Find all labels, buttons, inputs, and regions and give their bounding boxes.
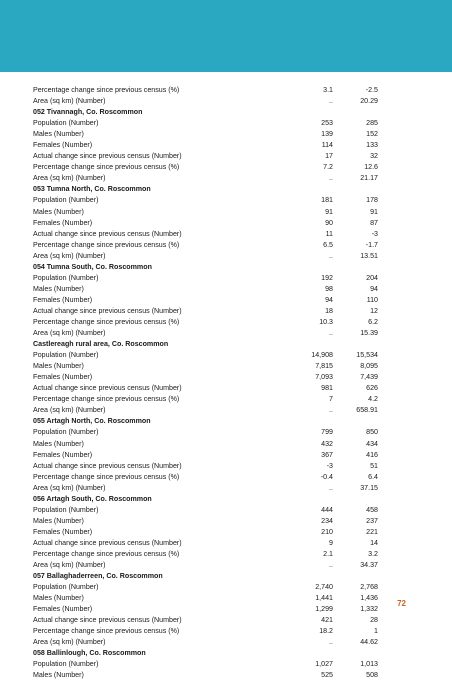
- value-2016: -1.7: [365, 240, 378, 249]
- section-heading-label: 056 Artagh South, Co. Roscommon: [33, 494, 152, 503]
- row-label: Actual change since previous census (Number): [33, 461, 182, 470]
- row-label: Females (Number): [33, 373, 93, 382]
- section-heading-label: 055 Artagh North, Co. Roscommon: [33, 417, 151, 426]
- header-band: [0, 0, 452, 72]
- value-2011: 444: [321, 505, 333, 514]
- table-row: [33, 582, 378, 593]
- row-label: Males (Number): [33, 439, 84, 448]
- table-row: [33, 505, 378, 516]
- value-2016: 458: [366, 505, 378, 514]
- value-2011: 981: [321, 384, 333, 393]
- table-row: [33, 637, 378, 648]
- value-2011: 10.3: [319, 317, 333, 326]
- row-label: Population (Number): [33, 660, 99, 669]
- value-2016: 237: [366, 516, 378, 525]
- row-label: Area (sq km) (Number): [33, 97, 106, 106]
- value-2016: 44.62: [360, 638, 378, 647]
- value-2011: 114: [321, 141, 333, 150]
- table-row: [33, 361, 378, 372]
- value-2016: 285: [366, 119, 378, 128]
- value-2016: 204: [366, 273, 378, 282]
- value-2016: 21.17: [360, 174, 378, 183]
- section-heading-label: 058 Ballinlough, Co. Roscommon: [33, 649, 146, 658]
- row-label: Area (sq km) (Number): [33, 483, 106, 492]
- value-2016: 12.6: [364, 163, 378, 172]
- table-row: [33, 670, 378, 681]
- row-label: Males (Number): [33, 130, 84, 139]
- value-2011: ..: [329, 174, 333, 183]
- value-2011: 7,093: [315, 373, 333, 382]
- table-row: [33, 295, 378, 306]
- section-heading-label: Castlereagh rural area, Co. Roscommon: [33, 340, 169, 349]
- row-label: Males (Number): [33, 671, 84, 680]
- row-label: Females (Number): [33, 527, 93, 536]
- value-2011: 253: [321, 119, 333, 128]
- table-row: [33, 483, 378, 494]
- table-row: [33, 439, 378, 450]
- table-row: [33, 129, 378, 140]
- table-row: [33, 328, 378, 339]
- row-label: Actual change since previous census (Number): [33, 616, 182, 625]
- value-2011: ..: [329, 483, 333, 492]
- section-heading-label: 052 Tivannagh, Co. Roscommon: [33, 108, 143, 117]
- table-row: [33, 251, 378, 262]
- value-2011: 192: [321, 273, 333, 282]
- row-label: Area (sq km) (Number): [33, 174, 106, 183]
- value-2016: 34.37: [360, 561, 378, 570]
- value-2016: 32: [370, 152, 378, 161]
- row-label: Percentage change since previous census (%): [33, 472, 180, 481]
- table-row: [33, 372, 378, 383]
- value-2011: 525: [321, 671, 333, 680]
- row-label: Males (Number): [33, 362, 84, 371]
- table-row: [33, 427, 378, 438]
- table-row: [33, 273, 378, 284]
- table-row: [33, 284, 378, 295]
- value-2011: 91: [325, 207, 333, 216]
- value-2016: 91: [370, 207, 378, 216]
- row-label: Percentage change since previous census (%): [33, 163, 180, 172]
- value-2016: 51: [370, 461, 378, 470]
- row-label: Females (Number): [33, 605, 93, 614]
- table-row: [33, 405, 378, 416]
- value-2016: 1,436: [360, 594, 378, 603]
- value-2011: 6.5: [323, 240, 333, 249]
- value-2016: 2,768: [360, 583, 378, 592]
- value-2016: -2.5: [365, 86, 378, 94]
- row-label: Percentage change since previous census (%): [33, 627, 180, 636]
- table-row: [33, 350, 378, 361]
- table-row: [33, 560, 378, 571]
- value-2011: 18.2: [319, 627, 333, 636]
- value-2016: 6.4: [368, 472, 378, 481]
- table-row: [33, 527, 378, 538]
- table-row: [33, 306, 378, 317]
- value-2011: 98: [325, 284, 333, 293]
- row-label: Percentage change since previous census (%): [33, 395, 180, 404]
- value-2016: 152: [366, 130, 378, 139]
- section-heading-label: 053 Tumna North, Co. Roscommon: [33, 185, 151, 194]
- row-label: Females (Number): [33, 450, 93, 459]
- row-label: Area (sq km) (Number): [33, 638, 106, 647]
- table-row: [33, 96, 378, 107]
- row-label: Population (Number): [33, 119, 99, 128]
- value-2016: 626: [366, 384, 378, 393]
- row-label: Population (Number): [33, 505, 99, 514]
- value-2011: 799: [321, 428, 333, 437]
- row-label: Percentage change since previous census (%): [33, 240, 180, 249]
- table-row: [33, 195, 378, 206]
- table-row: [33, 516, 378, 527]
- table-row: [33, 659, 378, 670]
- table-row: [33, 140, 378, 151]
- value-2011: 2,740: [315, 583, 333, 592]
- row-label: Percentage change since previous census (%): [33, 317, 180, 326]
- value-2016: 20.29: [360, 97, 378, 106]
- value-2016: 94: [370, 284, 378, 293]
- row-label: Females (Number): [33, 295, 93, 304]
- value-2016: 133: [366, 141, 378, 150]
- value-2011: 1,299: [315, 605, 333, 614]
- value-2016: 37.15: [360, 483, 378, 492]
- value-2011: 432: [321, 439, 333, 448]
- table-row: [33, 173, 378, 184]
- value-2016: 416: [366, 450, 378, 459]
- value-2011: 94: [325, 295, 333, 304]
- value-2016: 28: [370, 616, 378, 625]
- table-row: [33, 604, 378, 615]
- table-row: [33, 218, 378, 229]
- row-label: Males (Number): [33, 207, 84, 216]
- row-label: Actual change since previous census (Number): [33, 229, 182, 238]
- value-2011: 7,815: [315, 362, 333, 371]
- value-2016: 1,332: [360, 605, 378, 614]
- row-label: Females (Number): [33, 141, 93, 150]
- value-2011: -3: [326, 461, 333, 470]
- table-row: [33, 240, 378, 251]
- value-2016: 87: [370, 218, 378, 227]
- row-label: Males (Number): [33, 594, 84, 603]
- value-2011: ..: [329, 561, 333, 570]
- value-2011: ..: [329, 329, 333, 338]
- value-2016: 178: [366, 196, 378, 205]
- table-row: [33, 450, 378, 461]
- value-2016: 6.2: [368, 317, 378, 326]
- table-row: [33, 626, 378, 637]
- value-2016: 3.2: [368, 549, 378, 558]
- value-2016: 850: [366, 428, 378, 437]
- row-label: Population (Number): [33, 583, 99, 592]
- value-2016: 12: [370, 306, 378, 315]
- value-2016: 14: [370, 538, 378, 547]
- row-label: Males (Number): [33, 516, 84, 525]
- value-2011: 234: [321, 516, 333, 525]
- value-2016: -3: [371, 229, 378, 238]
- row-label: Area (sq km) (Number): [33, 329, 106, 338]
- row-label: Population (Number): [33, 273, 99, 282]
- section-heading-label: 057 Ballaghaderreen, Co. Roscommon: [33, 572, 163, 581]
- value-2011: 9: [329, 538, 333, 547]
- value-2016: 508: [366, 671, 378, 680]
- row-label: Population (Number): [33, 196, 99, 205]
- value-2016: 8,095: [360, 362, 378, 371]
- table-row: [33, 162, 378, 173]
- row-label: Males (Number): [33, 284, 84, 293]
- row-label: Percentage change since previous census (%): [33, 86, 180, 94]
- value-2016: 110: [366, 295, 378, 304]
- table-row: [33, 85, 378, 96]
- census-table: [33, 85, 378, 682]
- row-label: Population (Number): [33, 428, 99, 437]
- row-label: Females (Number): [33, 218, 93, 227]
- section-heading: [33, 184, 378, 195]
- value-2011: 139: [321, 130, 333, 139]
- value-2016: 15,534: [356, 351, 378, 360]
- value-2011: 11: [325, 229, 333, 238]
- value-2011: 1,027: [315, 660, 333, 669]
- value-2011: 3.1: [323, 86, 333, 94]
- row-label: Actual change since previous census (Number): [33, 538, 182, 547]
- value-2011: 90: [325, 218, 333, 227]
- row-label: Area (sq km) (Number): [33, 561, 106, 570]
- section-heading: [33, 416, 378, 427]
- value-2016: 658.91: [356, 406, 378, 415]
- row-label: Actual change since previous census (Number): [33, 384, 182, 393]
- row-label: Actual change since previous census (Number): [33, 152, 182, 161]
- table-row: [33, 229, 378, 240]
- value-2016: 4.2: [368, 395, 378, 404]
- value-2016: 1,013: [360, 660, 378, 669]
- table-row: [33, 317, 378, 328]
- value-2011: 17: [325, 152, 333, 161]
- row-label: Population (Number): [33, 351, 99, 360]
- row-label: Area (sq km) (Number): [33, 251, 106, 260]
- table-row: [33, 615, 378, 626]
- section-heading: [33, 339, 378, 350]
- table-row: [33, 549, 378, 560]
- section-heading: [33, 648, 378, 659]
- value-2011: 210: [321, 527, 333, 536]
- value-2011: 7.2: [323, 163, 333, 172]
- value-2011: -0.4: [320, 472, 333, 481]
- section-heading: [33, 107, 378, 118]
- table-row: [33, 383, 378, 394]
- section-heading: [33, 571, 378, 582]
- table-row: [33, 207, 378, 218]
- value-2011: ..: [329, 251, 333, 260]
- value-2011: 7: [329, 395, 333, 404]
- section-heading-label: 054 Tumna South, Co. Roscommon: [33, 262, 152, 271]
- table-row: [33, 151, 378, 162]
- value-2016: 15.39: [360, 329, 378, 338]
- table-row: [33, 538, 378, 549]
- table-row: [33, 118, 378, 129]
- value-2011: 14,908: [311, 351, 333, 360]
- section-heading: [33, 494, 378, 505]
- value-2011: 181: [321, 196, 333, 205]
- value-2011: 18: [325, 306, 333, 315]
- page-number: 72: [397, 599, 406, 608]
- value-2016: 1: [374, 627, 378, 636]
- value-2011: 367: [321, 450, 333, 459]
- value-2011: 2.1: [323, 549, 333, 558]
- value-2016: 13.51: [360, 251, 378, 260]
- value-2011: ..: [329, 97, 333, 106]
- table-row: [33, 593, 378, 604]
- row-label: Area (sq km) (Number): [33, 406, 106, 415]
- value-2011: ..: [329, 406, 333, 415]
- value-2011: ..: [329, 638, 333, 647]
- value-2011: 1,441: [315, 594, 333, 603]
- section-heading: [33, 262, 378, 273]
- value-2016: 221: [366, 527, 378, 536]
- table-row: [33, 394, 378, 405]
- row-label: Percentage change since previous census (%): [33, 549, 180, 558]
- value-2016: 434: [366, 439, 378, 448]
- value-2016: 7,439: [360, 373, 378, 382]
- table-row: [33, 461, 378, 472]
- table-row: [33, 472, 378, 483]
- value-2011: 421: [321, 616, 333, 625]
- row-label: Actual change since previous census (Number): [33, 306, 182, 315]
